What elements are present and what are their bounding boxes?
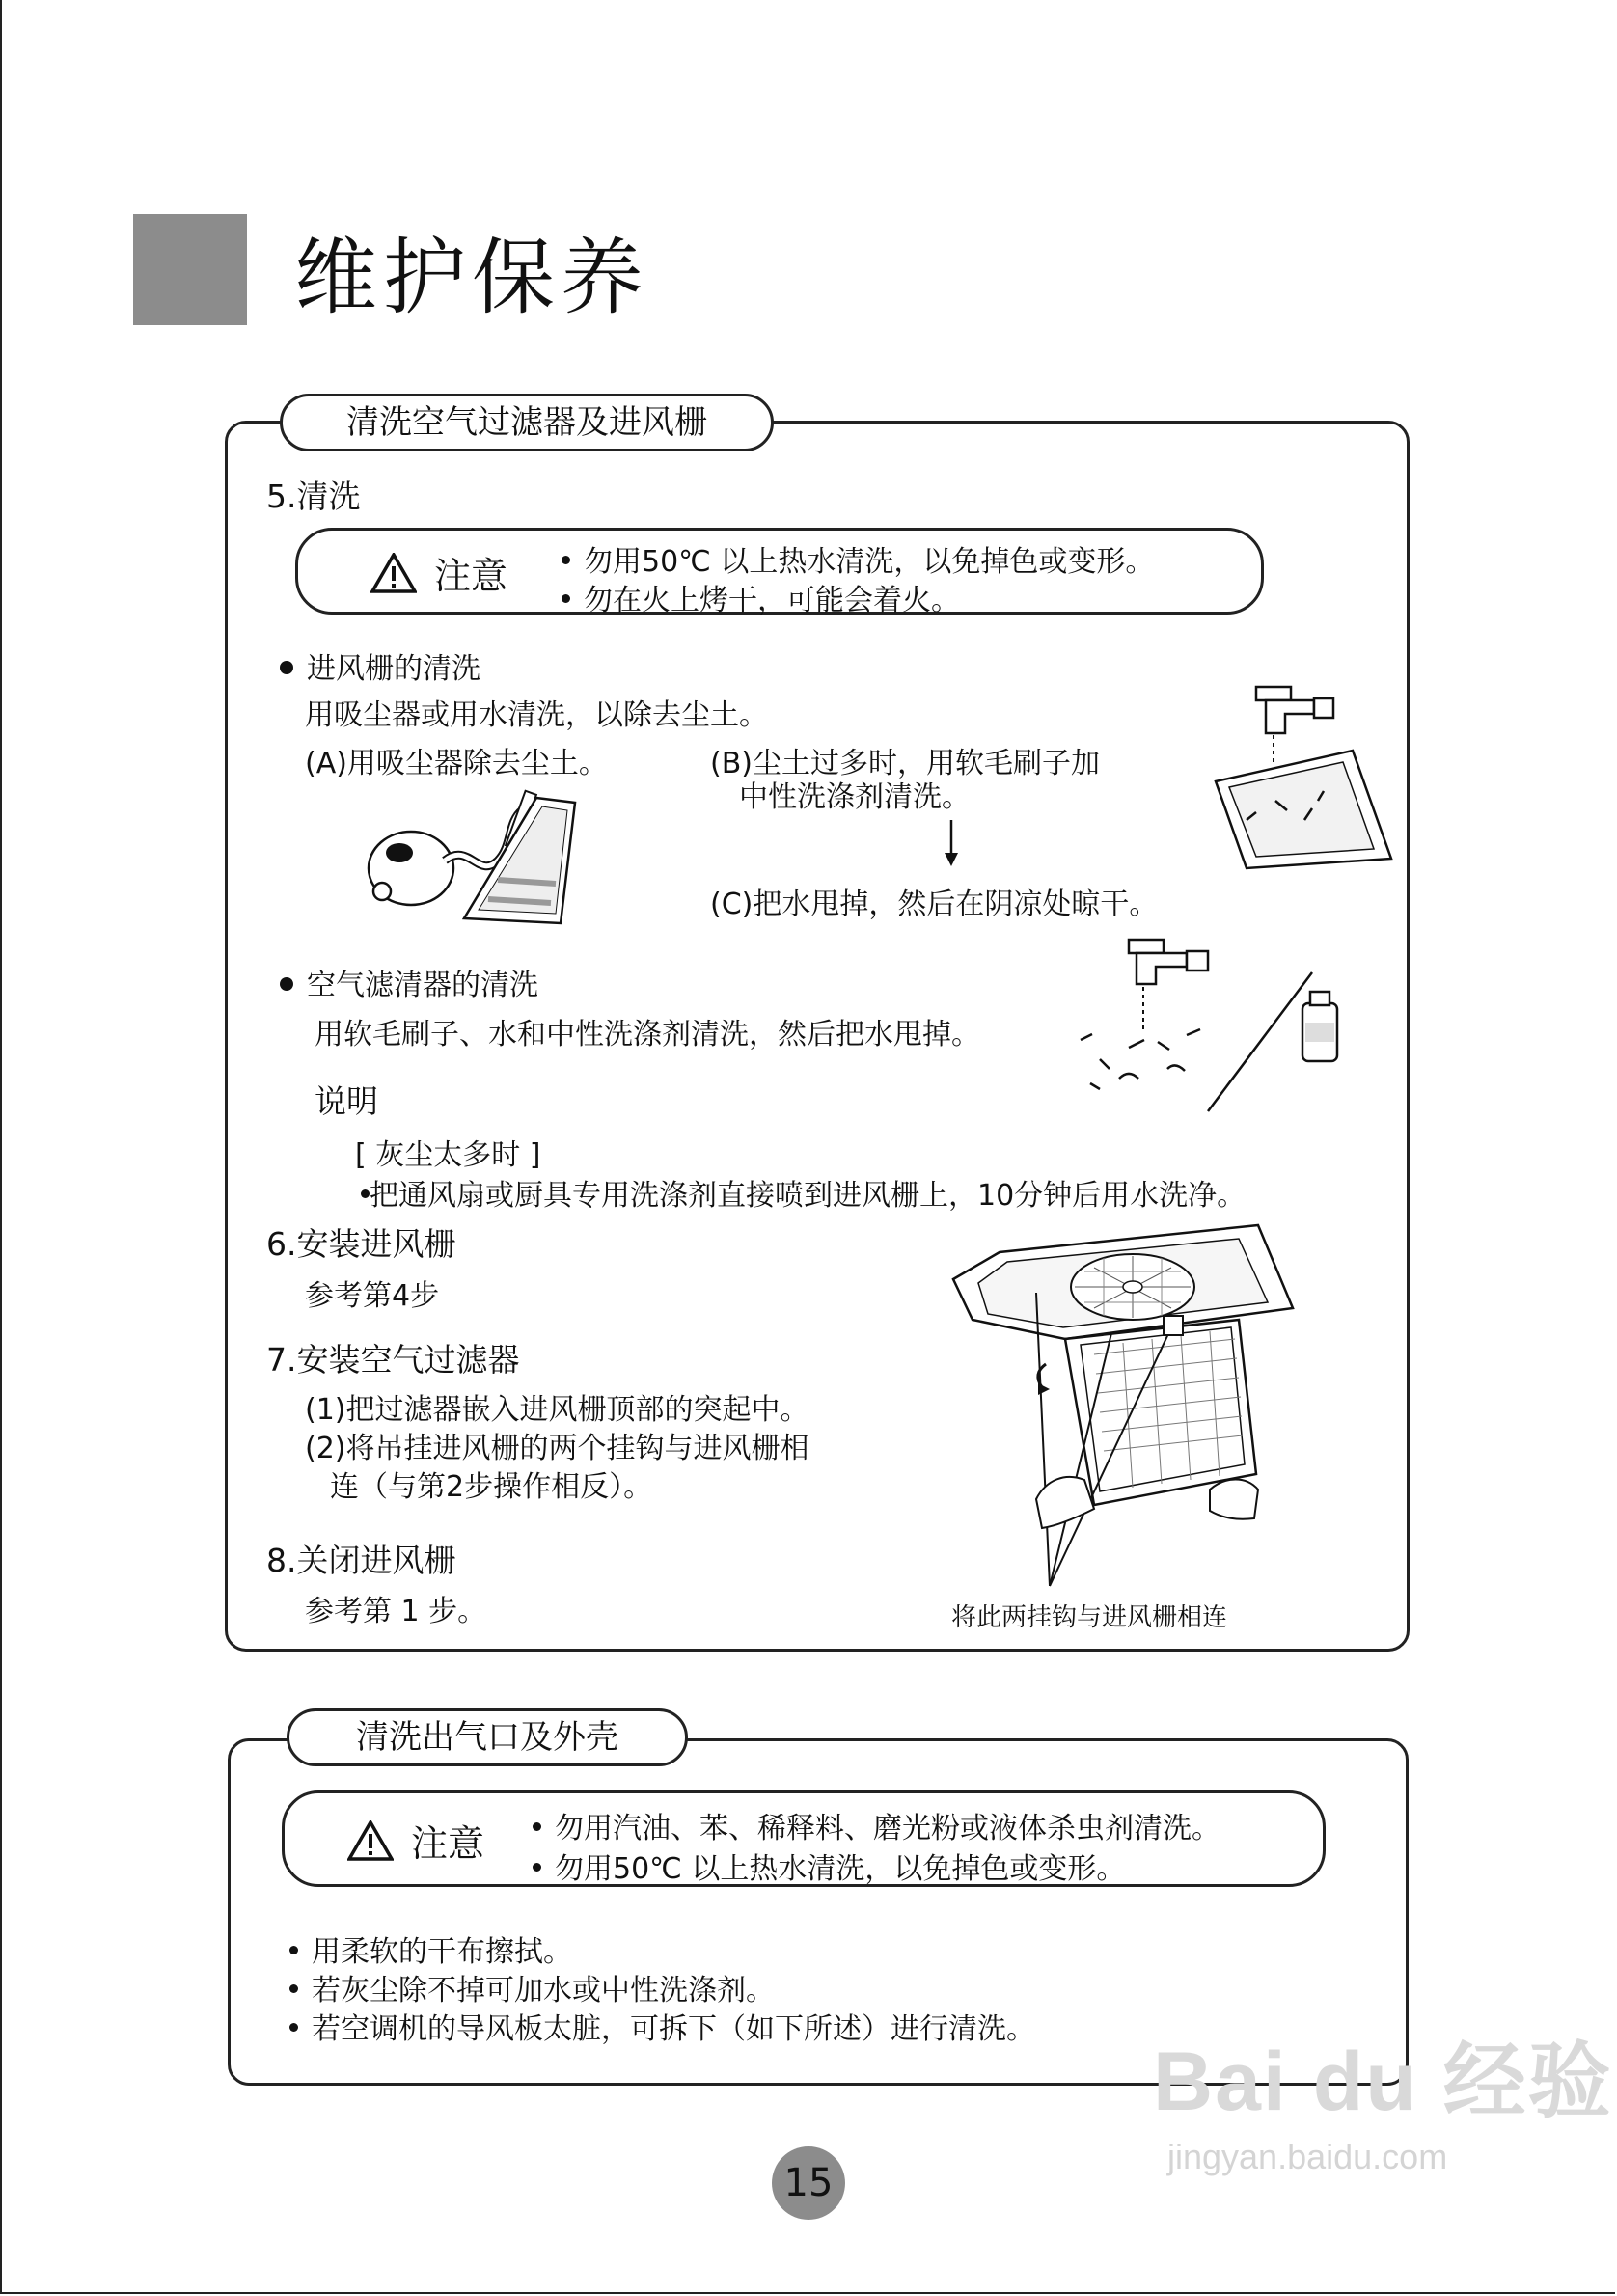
- grille-heading: 进风栅的清洗: [280, 644, 480, 687]
- step8-text: 参考第 1 步。: [305, 1595, 487, 1628]
- step7-heading: 7.安装空气过滤器: [266, 1341, 520, 1379]
- step8-heading: 8.关闭进风栅: [266, 1542, 456, 1579]
- title-marker-block: [133, 214, 247, 325]
- step6-heading: 6.安装进风栅: [266, 1225, 456, 1263]
- grille-step-a: (A)用吸尘器除去尘土。: [305, 747, 608, 780]
- filter-heading: 空气滤清器的清洗: [280, 961, 538, 1003]
- note-heading: 说明: [315, 1082, 378, 1120]
- watermark-brand: Bai du 经验: [1153, 2036, 1613, 2128]
- ceiling-unit-illustration: [949, 1219, 1297, 1603]
- step6-text: 参考第4步: [305, 1279, 440, 1313]
- grille-step-b1: (B)尘土过多时，用软毛刷子加: [710, 747, 1100, 780]
- caution-item-1a: 勿用50℃ 以上热水清洗，以免掉色或变形。: [562, 537, 1154, 580]
- caution-item-1b: 勿在火上烤干，可能会着火。: [562, 576, 960, 618]
- filter-text: 用软毛刷子、水和中性洗涤剂清洗，然后把水甩掉。: [315, 1018, 980, 1052]
- section-outlet-tab: 清洗出气口及外壳: [287, 1708, 688, 1766]
- caution-text-1: 注意: [434, 555, 508, 597]
- step5-heading: 5.清洗: [266, 478, 361, 515]
- outlet-bullet-2: 若灰尘除不掉可加水或中性洗涤剂。: [289, 1966, 775, 2009]
- down-arrow-icon: [942, 820, 961, 868]
- watermark-url: jingyan.baidu.com: [1167, 2137, 1448, 2176]
- warning-triangle-icon: [370, 553, 417, 593]
- caution-item-2b: 勿用50℃ 以上热水清洗，以免掉色或变形。: [533, 1845, 1125, 1887]
- caution-text-2: 注意: [411, 1822, 485, 1865]
- caution-item-2a: 勿用汽油、苯、稀释料、磨光粉或液体杀虫剂清洗。: [533, 1804, 1220, 1846]
- filter-washing-illustration: [1061, 934, 1351, 1127]
- outlet-bullet-1: 用柔软的干布擦拭。: [289, 1927, 572, 1970]
- faucet-washing-illustration: [1208, 675, 1401, 878]
- outlet-bullet-3: 若空调机的导风板太脏，可拆下（如下所述）进行清洗。: [289, 2005, 1035, 2047]
- vacuum-cleaner-illustration: [353, 783, 585, 928]
- caution-label-2: [347, 1814, 484, 1867]
- page-number: 15: [772, 2146, 845, 2220]
- page-title: 维护保养: [294, 230, 649, 326]
- note-bracket: [ 灰尘太多时 ]: [355, 1138, 541, 1172]
- step7-item-2: (2)将吊挂进风栅的两个挂钩与进风栅相: [305, 1432, 809, 1465]
- grille-step-c: (C)把水甩掉，然后在阴凉处晾干。: [710, 888, 1159, 921]
- warning-triangle-icon: [347, 1820, 394, 1861]
- grille-intro: 用吸尘器或用水清洗，以除去尘土。: [305, 698, 768, 732]
- note-item: 把通风扇或厨具专用洗涤剂直接喷到进风栅上，10分钟后用水洗净。: [361, 1171, 1246, 1214]
- step7-item-1: (1)把过滤器嵌入进风栅顶部的突起中。: [305, 1393, 809, 1427]
- grille-step-b2: 中性洗涤剂清洗。: [739, 780, 971, 814]
- section-filter-tab: 清洗空气过滤器及进风栅: [280, 394, 774, 451]
- figure-caption: 将此两挂钩与进风栅相连: [951, 1603, 1228, 1632]
- caution-label-1: [370, 546, 507, 599]
- step7-item-3: 连（与第2步操作相反）。: [330, 1470, 653, 1504]
